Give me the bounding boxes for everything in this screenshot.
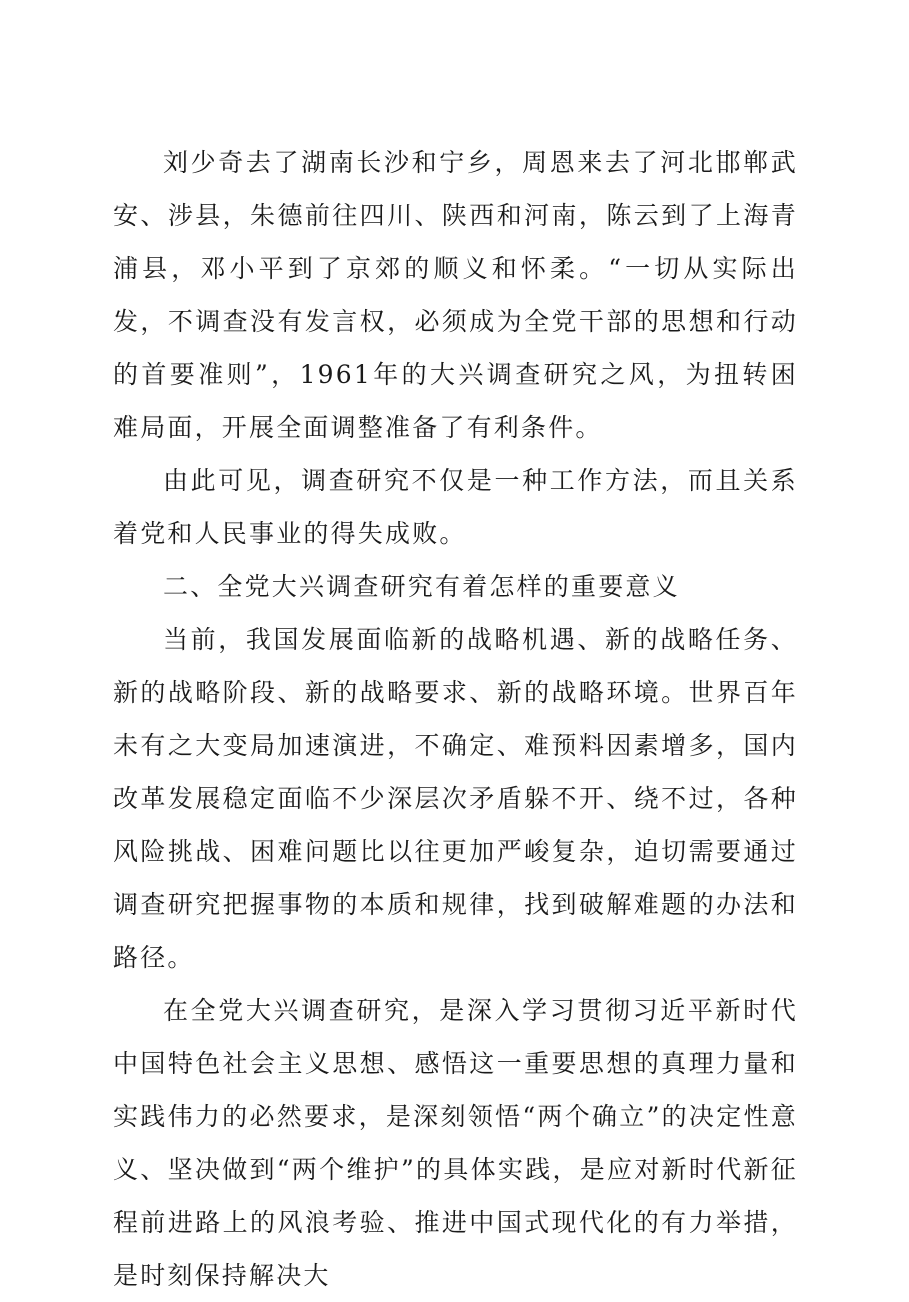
paragraph-significance: 在全党大兴调查研究，是深入学习贯彻习近平新时代中国特色社会主义思想、感悟这一重要思想的真理力量和实践伟力的必然要求，是深刻领悟“两个确立”的决定性意义、坚决做到“两个维护”的具体实践，是应对新时代新征程前进路上的风浪考验、推进中国式现代化的有力举措，是时刻保持解决大	[113, 996, 798, 1290]
paragraph-current-situation: 当前，我国发展面临新的战略机遇、新的战略任务、新的战略阶段、新的战略要求、新的战略环境。世界百年未有之大变局加速演进，不确定、难预料因素增多，国内改革发展稳定面临不少深层次矛盾躲不开、绕不过，各种风险挑战、困难问题比以往更加严峻复杂，迫切需要通过调查研究把握事物的本质和规律，找到破解难题的办法和路径。	[113, 625, 798, 972]
section-heading: 二、全党大兴调查研究有着怎样的重要意义	[163, 572, 680, 601]
paragraph-leaders-investigation: 刘少奇去了湖南长沙和宁乡，周恩来去了河北邯郸武安、涉县，朱德前往四川、陕西和河南，陈云到了上海青浦县，邓小平到了京郊的顺义和怀柔。“一切从实际出发，不调查没有发言权，必须成为全党干部的思想和行动的首要准则”，1961年的大兴调查研究之风，为扭转困难局面，开展全面调整准备了有利条件。	[113, 148, 798, 442]
document-body	[113, 136, 798, 1302]
paragraph-conclusion: 由此可见，调查研究不仅是一种工作方法，而且关系着党和人民事业的得失成败。	[113, 466, 798, 548]
